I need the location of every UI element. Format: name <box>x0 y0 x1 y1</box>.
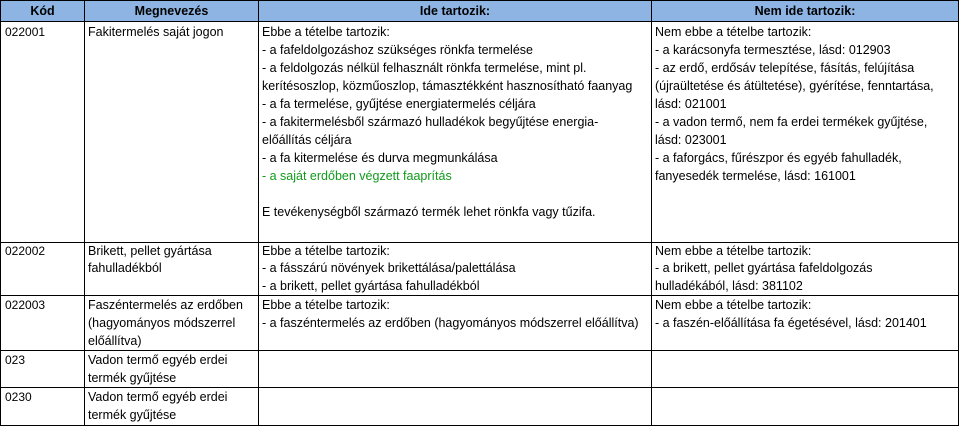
included-cell <box>259 22 652 243</box>
included-item: - a fa termelése, gyűjtése energiatermelés céljára <box>262 97 536 111</box>
name-line: előállítva) <box>88 334 142 348</box>
included-item: - a faszéntermelés az erdőben (hagyományos módszerrel előállítva) <box>262 316 639 330</box>
included-item: - a fa kitermelése és durva megmunkálása <box>262 151 498 165</box>
included-item: kerítésoszlop, közműoszlop, támasztékként hasznosítható faanyag <box>262 79 633 93</box>
included-cell <box>259 351 652 388</box>
excluded-cell <box>652 388 959 426</box>
header-excluded: Nem ide tartozik: <box>652 1 959 22</box>
excluded-title: Nem ebbe a tételbe tartozik: <box>655 25 812 39</box>
name-line: Faszéntermelés az erdőben <box>88 298 243 312</box>
excluded-item: hulladékából, lásd: 381102 <box>655 278 803 293</box>
code-text: 022003 <box>5 298 46 312</box>
included-item: - a fafeldolgozáshoz szükséges rönkfa termelése <box>262 43 533 57</box>
included-item: - a brikett, pellet gyártása fahulladékból <box>262 278 480 293</box>
name-cell <box>85 351 259 388</box>
excluded-item: - a vadon termő, nem fa erdei termékek gyűjtése, <box>655 115 928 129</box>
excluded-item: - a faszén-előállítása fa égetésével, lásd: 201401 <box>655 316 927 330</box>
included-cell <box>259 296 652 351</box>
code-cell <box>1 22 85 243</box>
header-name: Megnevezés <box>85 1 259 22</box>
excluded-cell <box>652 351 959 388</box>
excluded-item: lásd: 023001 <box>655 133 727 147</box>
name-line: Vadon termő egyéb erdei <box>88 353 228 367</box>
name-cell <box>85 22 259 243</box>
name-line: termék gyűjtése <box>88 408 177 422</box>
table-row <box>1 388 959 426</box>
included-item-highlighted: - a saját erdőben végzett faaprítás <box>262 169 452 183</box>
included-title: Ebbe a tételbe tartozik: <box>262 298 390 312</box>
code-cell <box>1 388 85 426</box>
excluded-cell <box>652 243 959 296</box>
header-code: Kód <box>1 1 85 22</box>
excluded-item: - a faforgács, fűrészpor és egyéb fahulladék, <box>655 151 902 165</box>
excluded-item: - a brikett, pellet gyártása fafeldolgozás <box>655 261 873 276</box>
included-cell <box>259 243 652 296</box>
name-line: Fakitermelés saját jogon <box>88 25 224 39</box>
table-row <box>1 243 959 296</box>
note-text: E tevékenységből származó termék lehet rönkfa vagy tűzifa. <box>262 205 596 219</box>
included-cell <box>259 388 652 426</box>
code-text: 0230 <box>5 390 32 404</box>
name-cell <box>85 388 259 426</box>
code-text: 022001 <box>5 25 46 39</box>
name-cell <box>85 243 259 296</box>
excluded-title: Nem ebbe a tételbe tartozik: <box>655 244 812 258</box>
excluded-item: fanyesedék termelése, lásd: 161001 <box>655 169 856 183</box>
included-item: - a feldolgozás nélkül felhasznált rönkfa termelése, mint pl. <box>262 61 587 75</box>
excluded-title: Nem ebbe a tételbe tartozik: <box>655 298 812 312</box>
code-text: 022002 <box>5 244 46 258</box>
code-cell <box>1 243 85 296</box>
included-item: előállítás céljára <box>262 133 352 147</box>
excluded-item: - a karácsonyfa termesztése, lásd: 012903 <box>655 43 891 57</box>
table-row <box>1 22 959 243</box>
included-item: - a fásszárú növények brikettálása/palettálása <box>262 261 516 276</box>
name-line: Vadon termő egyéb erdei <box>88 390 228 404</box>
table-header <box>1 1 959 22</box>
excluded-item: lásd: 021001 <box>655 97 727 111</box>
code-cell <box>1 351 85 388</box>
name-line: Brikett, pellet gyártása <box>88 244 212 258</box>
included-title: Ebbe a tételbe tartozik: <box>262 244 390 258</box>
header-included: Ide tartozik: <box>259 1 652 22</box>
code-cell <box>1 296 85 351</box>
excluded-item: - az erdő, erdősáv telepítése, fásítás, felújítása <box>655 61 915 75</box>
excluded-item: (újraültetése és átültetése), gyérítése, fenntartása, <box>655 79 934 93</box>
name-line: (hagyományos módszerrel <box>88 316 236 330</box>
excluded-cell <box>652 22 959 243</box>
name-line: fahulladékból <box>88 261 162 276</box>
table-row <box>1 296 959 351</box>
name-cell <box>85 296 259 351</box>
excluded-cell <box>652 296 959 351</box>
name-line: termék gyűjtése <box>88 371 177 385</box>
included-item: - a fakitermelésből származó hulladékok begyűjtése energia- <box>262 115 599 129</box>
table-row <box>1 351 959 388</box>
code-text: 023 <box>5 353 26 367</box>
included-title: Ebbe a tételbe tartozik: <box>262 25 390 39</box>
